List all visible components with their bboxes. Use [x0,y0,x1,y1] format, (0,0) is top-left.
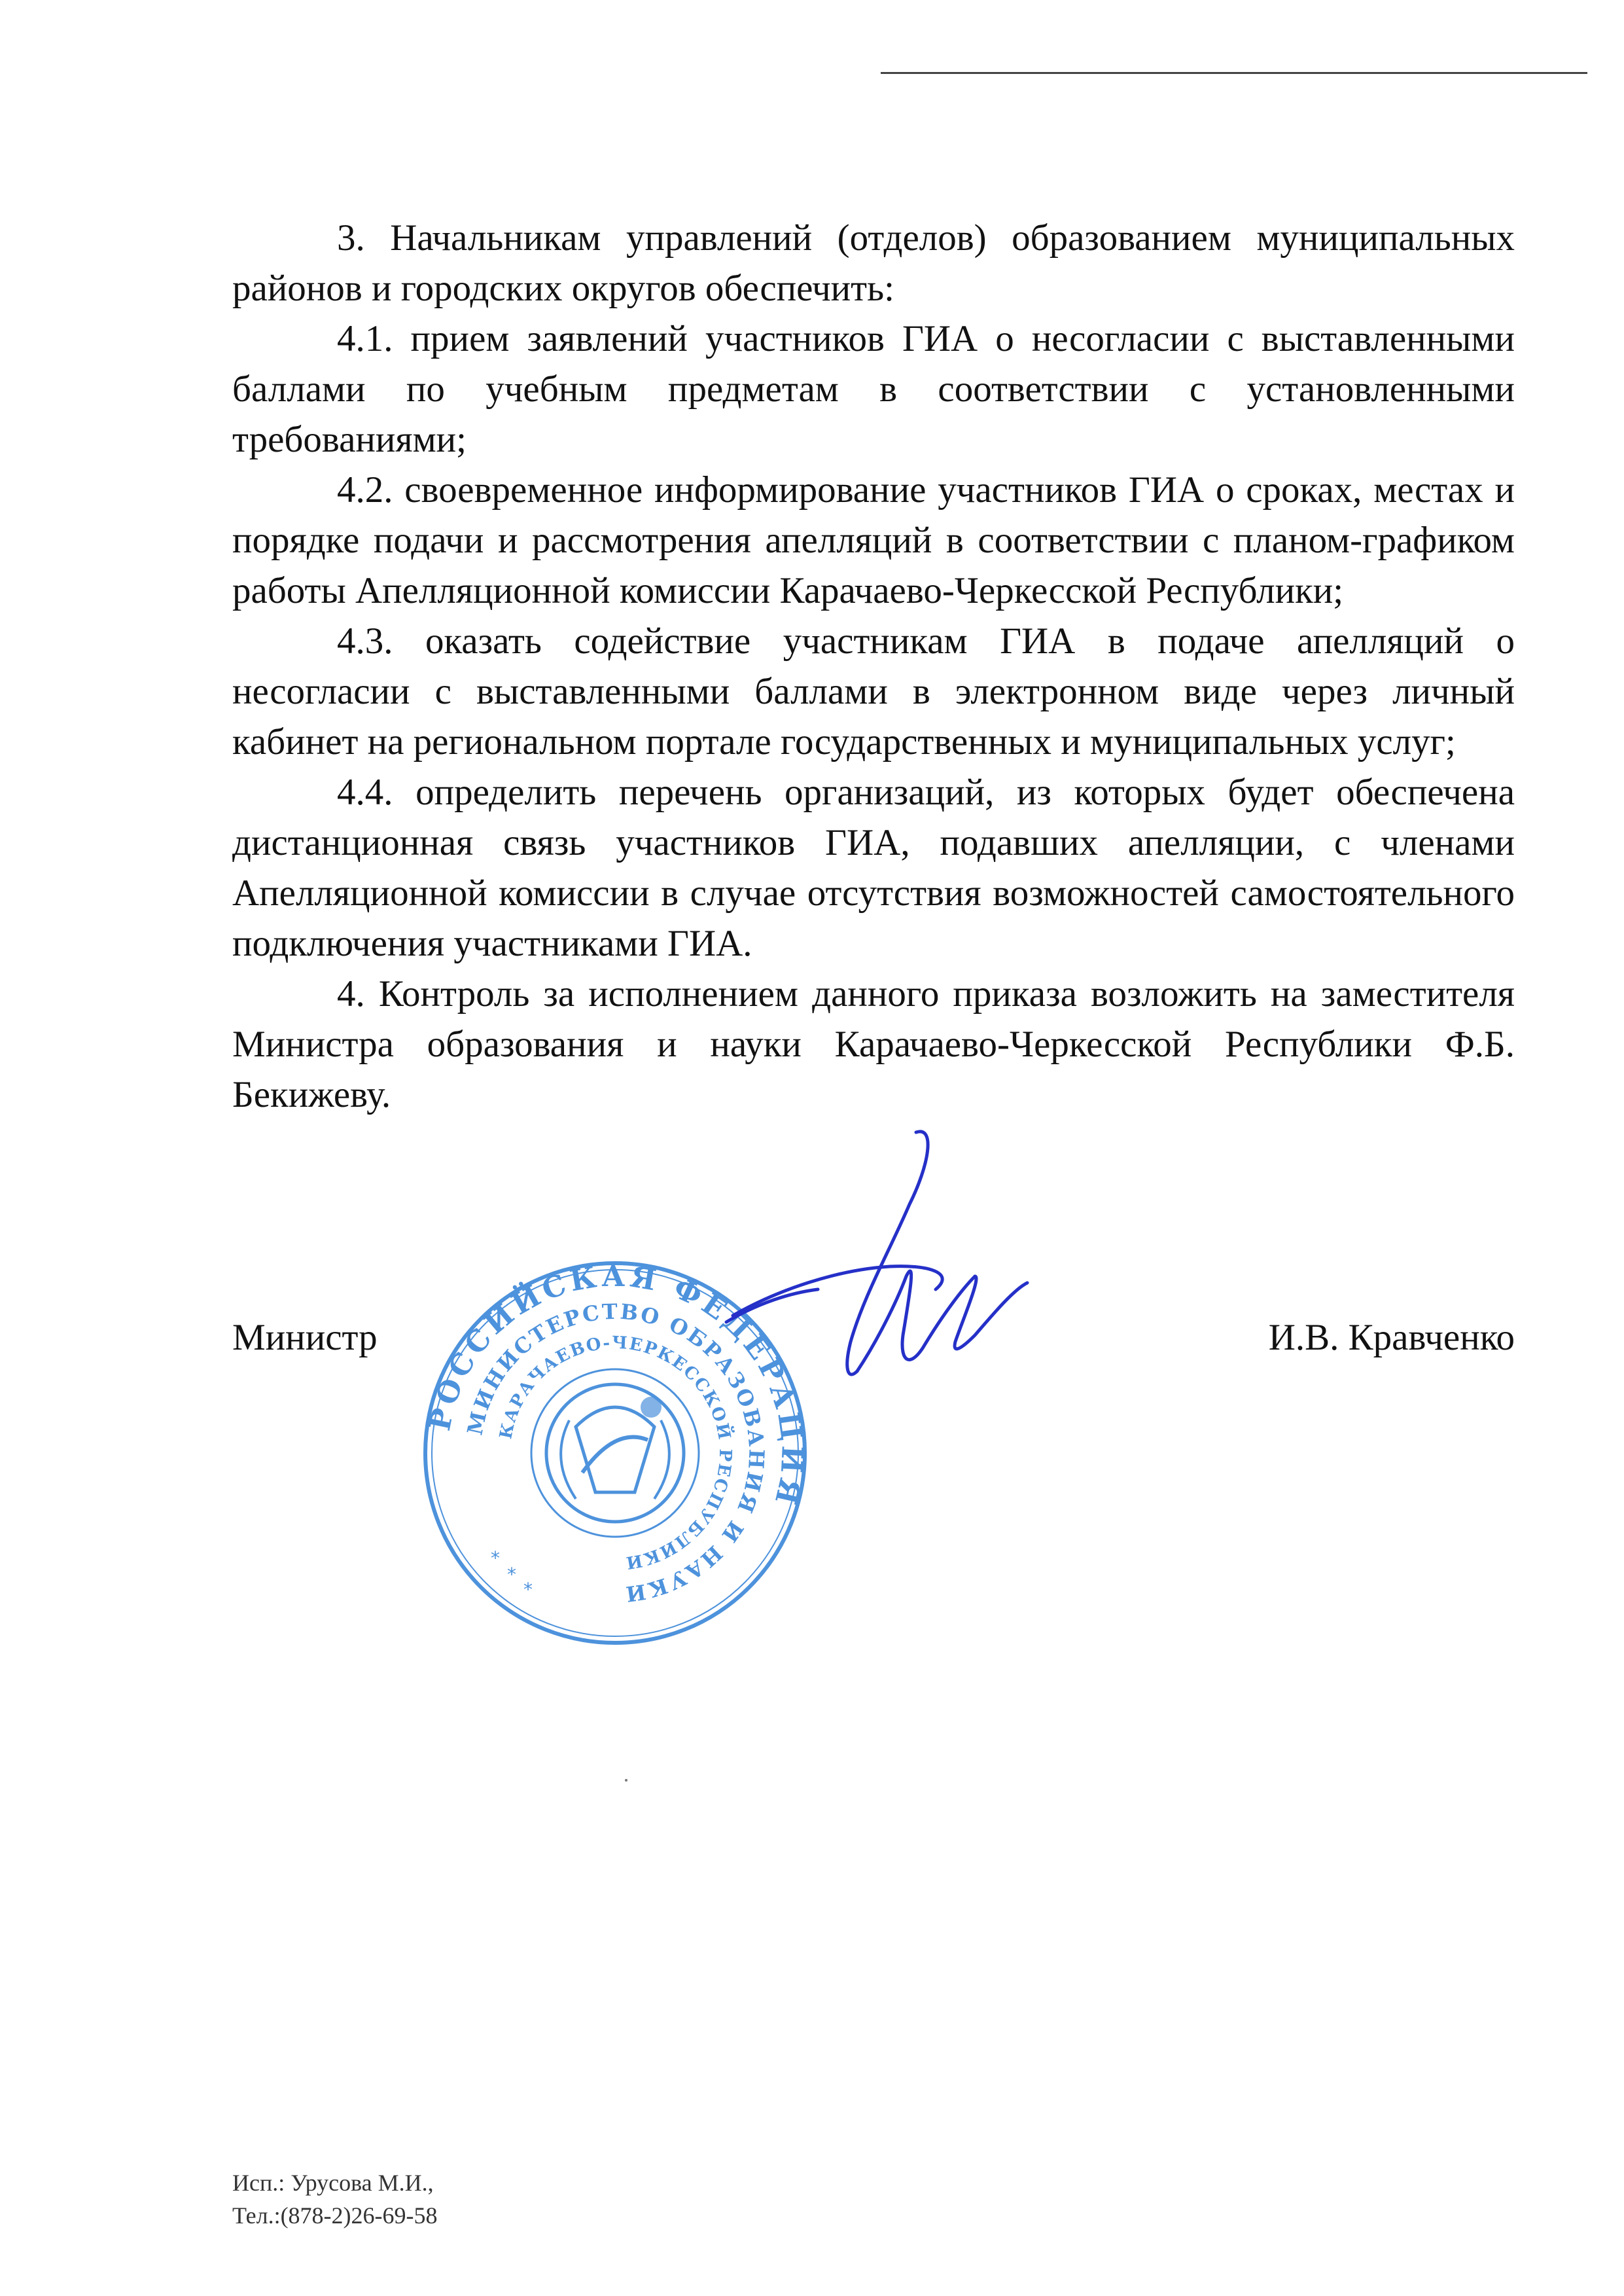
seal-inner-text: КАРАЧАЕВО-ЧЕРКЕССКОЙ РЕСПУБЛИКИ [496,1333,735,1573]
handwritten-signature [720,1126,1125,1440]
seal-middle-text: МИНИСТЕРСТВО ОБРАЗОВАНИЯ И НАУКИ [462,1299,769,1607]
executor-line: Исп.: Урусова М.И., [232,2170,434,2196]
paragraph-4-3: 4.3. оказать содействие участникам ГИА в подаче апелляций о несогласии с выставленными баллами в электронном виде через личный кабинет на региональном портале государственных и муниципальных услуг; [232,620,1515,762]
phone-line: Тел.:(878-2)26-69-58 [232,2202,438,2229]
seal-outer-text: РОССИЙСКАЯ ФЕДЕРАЦИЯ [423,1259,809,1511]
paragraph-4-2: 4.2. своевременное информирование участников ГИА о сроках, местах и порядке подачи и рассмотрения апелляций в соответствии с планом-графиком работы Апелляционной комиссии Карачаево-Черкесской Республики; [232,469,1515,611]
svg-text:*: * [491,1547,500,1569]
paragraph-4-control: 4. Контроль за исполнением данного приказа возложить на заместителя Министра образования и науки Карачаево-Черкесской Республики Ф.Б. Бекижеву. [232,973,1515,1115]
top-rule [881,72,1587,74]
signatory-name: И.В. Кравченко [1268,1317,1515,1358]
document-body [232,213,1515,1120]
paragraph-3: 3. Начальникам управлений (отделов) образованием муниципальных районов и городских округов обеспечить: [232,217,1515,309]
scan-speck [625,1779,627,1782]
signatory-position: Министр [232,1317,378,1358]
document-footer [232,2166,438,2232]
paragraph-4-1: 4.1. прием заявлений участников ГИА о несогласии с выставленными баллами по учебным предметам в соответствии с установленными требованиями; [232,318,1515,460]
svg-text:*: * [507,1564,516,1585]
svg-text:*: * [523,1579,533,1600]
paragraph-4-4: 4.4. определить перечень организаций, из которых будет обеспечена дистанционная связь участников ГИА, подавших апелляции, с членами Апелляционной комиссии в случае отсутствия возможностей самостоятельного подключения участниками ГИА. [232,772,1515,964]
